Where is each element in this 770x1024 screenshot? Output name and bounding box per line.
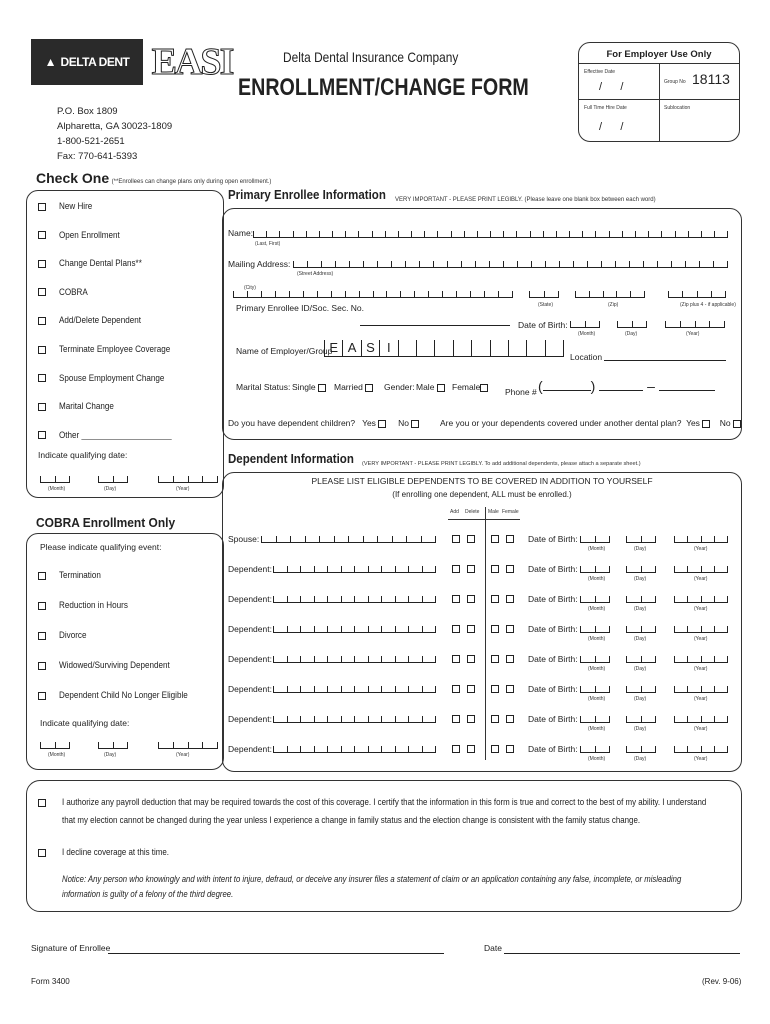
dependent-label: Dependent: bbox=[228, 594, 272, 604]
check-one-qualifying-label: Indicate qualifying date: bbox=[38, 450, 128, 460]
form-number: Form 3400 bbox=[31, 977, 70, 986]
check-one-checkbox[interactable] bbox=[38, 317, 46, 325]
dependent-label: Dependent: bbox=[228, 684, 272, 694]
city-hint: (City) bbox=[244, 285, 256, 291]
dependent-dob-segment[interactable] bbox=[580, 532, 610, 543]
married-checkbox[interactable] bbox=[365, 384, 373, 392]
dependent-dob-label: Date of Birth: bbox=[528, 564, 578, 574]
dependent-name-field[interactable] bbox=[273, 622, 436, 633]
dob-segment-hint: (Month) bbox=[588, 756, 606, 762]
cobra-event-checkbox[interactable] bbox=[38, 632, 46, 640]
delete-checkbox[interactable] bbox=[467, 685, 475, 693]
primary-enrollee-title: Primary Enrollee Information bbox=[228, 188, 386, 202]
signature-field[interactable] bbox=[108, 953, 444, 954]
male-checkbox[interactable] bbox=[491, 535, 499, 543]
cobra-event-checkbox[interactable] bbox=[38, 602, 46, 610]
revision: (Rev. 9-06) bbox=[702, 977, 742, 986]
other-plan-yes-checkbox[interactable] bbox=[702, 420, 710, 428]
name-label: Name: bbox=[228, 228, 254, 238]
add-checkbox[interactable] bbox=[452, 745, 460, 753]
cobra-event-checkbox[interactable] bbox=[38, 662, 46, 670]
dependent-dob-segment[interactable] bbox=[674, 532, 728, 543]
dob-segment-hint: (Year) bbox=[694, 756, 708, 762]
female-option[interactable]: Female bbox=[452, 382, 488, 392]
female-checkbox[interactable] bbox=[480, 384, 488, 392]
dob-segment-hint: (Month) bbox=[588, 726, 606, 732]
street-hint: (Street Address) bbox=[297, 271, 334, 277]
employer-letter: A bbox=[342, 340, 360, 356]
dependent-dob-label: Date of Birth: bbox=[528, 744, 578, 754]
dependents-question: Do you have dependent children? Yes No bbox=[228, 418, 419, 428]
dependent-dob-segment[interactable] bbox=[674, 622, 728, 633]
dob-year-field[interactable] bbox=[665, 317, 725, 328]
dependents-no-checkbox[interactable] bbox=[411, 420, 419, 428]
dependents-yes-checkbox[interactable] bbox=[378, 420, 386, 428]
date-segment-hint: (Day) bbox=[104, 752, 117, 758]
name-field[interactable] bbox=[253, 227, 728, 238]
dependent-dob-segment[interactable] bbox=[626, 742, 656, 753]
delete-checkbox[interactable] bbox=[467, 565, 475, 573]
signature-label: Signature of Enrollee bbox=[31, 943, 111, 953]
cobra-event-option[interactable]: Widowed/Surviving Dependent bbox=[38, 660, 182, 670]
check-one-checkbox[interactable] bbox=[38, 374, 46, 382]
dob-segment-hint: (Day) bbox=[634, 636, 647, 642]
date-segment-hint: (Year) bbox=[176, 486, 190, 492]
phone-field[interactable]: ( ) – bbox=[538, 378, 715, 394]
qualifying-date-segment[interactable] bbox=[98, 472, 128, 483]
dependent-dob-segment[interactable] bbox=[626, 532, 656, 543]
dob-segment-hint: (Day) bbox=[634, 726, 647, 732]
cobra-box bbox=[26, 533, 224, 770]
dependent-dob-segment[interactable] bbox=[674, 682, 728, 693]
check-one-option[interactable]: Other ____________________ bbox=[38, 430, 184, 440]
dob-day-hint: (Day) bbox=[625, 331, 638, 337]
group-no-label: Group No bbox=[664, 79, 686, 85]
location-label: Location bbox=[570, 352, 603, 362]
dob-segment-hint: (Month) bbox=[588, 576, 606, 582]
cobra-event-checkbox[interactable] bbox=[38, 692, 46, 700]
dependent-dob-segment[interactable] bbox=[674, 562, 728, 573]
qualifying-date-segment[interactable] bbox=[40, 738, 70, 749]
zip4-field[interactable] bbox=[668, 287, 726, 298]
dependent-label: Dependent: bbox=[228, 714, 272, 724]
dependent-info-note: (VERY IMPORTANT - PLEASE PRINT LEGIBLY. To add additional dependents, please attach a separate sheet.) bbox=[362, 461, 641, 467]
full-time-hire-field[interactable]: / / bbox=[599, 121, 624, 133]
dependent-dob-segment[interactable] bbox=[626, 712, 656, 723]
dob-segment-hint: (Day) bbox=[634, 576, 647, 582]
cobra-event-checkbox[interactable] bbox=[38, 572, 46, 580]
add-checkbox[interactable] bbox=[452, 625, 460, 633]
add-col-header: Add bbox=[450, 509, 459, 515]
add-checkbox[interactable] bbox=[452, 685, 460, 693]
sublocation-label: Sublocation bbox=[664, 105, 691, 111]
check-one-option[interactable]: Change Dental Plans** bbox=[38, 258, 151, 268]
employer-use-box bbox=[578, 42, 740, 142]
employer-letter: S bbox=[361, 340, 379, 356]
qualifying-date-segment[interactable] bbox=[158, 738, 218, 749]
check-one-checkbox[interactable] bbox=[38, 231, 46, 239]
dob-segment-hint: (Year) bbox=[694, 546, 708, 552]
male-checkbox[interactable] bbox=[491, 655, 499, 663]
state-hint: (State) bbox=[538, 302, 554, 308]
female-checkbox[interactable] bbox=[506, 535, 514, 543]
street-address-field[interactable] bbox=[293, 257, 728, 268]
location-field[interactable] bbox=[604, 360, 726, 361]
form-title: ENROLLMENT/CHANGE FORM bbox=[238, 74, 529, 101]
effective-date-label: Effective Date bbox=[584, 69, 616, 75]
dob-segment-hint: (Month) bbox=[588, 546, 606, 552]
dependent-dob-segment[interactable] bbox=[626, 682, 656, 693]
notice-text: Notice: Any person who knowingly and with intent to injure, defraud, or deceive any insurer files a statement of claim or an application containing any false, incomplete, or misleading information is guilty of a felony of the third degree. bbox=[62, 874, 682, 899]
married-option[interactable]: Married bbox=[334, 382, 373, 392]
delete-checkbox[interactable] bbox=[467, 655, 475, 663]
dependent-name-field[interactable] bbox=[273, 742, 436, 753]
dob-label: Date of Birth: bbox=[518, 320, 568, 330]
male-option[interactable]: Male bbox=[416, 382, 445, 392]
dob-segment-hint: (Month) bbox=[588, 636, 606, 642]
qualifying-date-segment[interactable] bbox=[158, 472, 218, 483]
dependent-dob-segment[interactable] bbox=[580, 592, 610, 603]
delta-dental-logo bbox=[31, 39, 143, 85]
dependent-dob-segment[interactable] bbox=[580, 652, 610, 663]
check-one-checkbox[interactable] bbox=[38, 203, 46, 211]
cobra-event-option[interactable]: Reduction in Hours bbox=[38, 600, 136, 610]
check-one-option[interactable]: Marital Change bbox=[38, 401, 120, 411]
cobra-event-option[interactable]: Termination bbox=[38, 570, 106, 580]
dependent-name-field[interactable] bbox=[273, 652, 436, 663]
female-checkbox[interactable] bbox=[506, 595, 514, 603]
delete-checkbox[interactable] bbox=[467, 595, 475, 603]
female-checkbox[interactable] bbox=[506, 655, 514, 663]
single-option[interactable]: Single bbox=[292, 382, 326, 392]
dependent-dob-label: Date of Birth: bbox=[528, 534, 578, 544]
zip4-hint: (Zip plus 4 - if applicable) bbox=[680, 302, 736, 308]
cobra-title: COBRA Enrollment Only bbox=[36, 515, 176, 530]
check-one-checkbox[interactable] bbox=[38, 346, 46, 354]
other-plan-no-checkbox[interactable] bbox=[733, 420, 741, 428]
date-segment-hint: (Day) bbox=[104, 486, 117, 492]
check-one-option[interactable]: Spouse Employment Change bbox=[38, 373, 176, 383]
employer-letter: E bbox=[324, 340, 342, 356]
date-segment-hint: (Month) bbox=[48, 486, 66, 492]
female-checkbox[interactable] bbox=[506, 715, 514, 723]
male-checkbox[interactable] bbox=[491, 715, 499, 723]
check-one-option[interactable]: COBRA bbox=[38, 287, 91, 297]
qualifying-date-segment[interactable] bbox=[98, 738, 128, 749]
dependent-dob-label: Date of Birth: bbox=[528, 624, 578, 634]
check-one-checkbox[interactable] bbox=[38, 288, 46, 296]
dependent-name-field[interactable] bbox=[273, 712, 436, 723]
primary-enrollee-box bbox=[222, 208, 742, 440]
dob-segment-hint: (Year) bbox=[694, 636, 708, 642]
company-name: Delta Dental Insurance Company bbox=[283, 49, 459, 65]
dependent-dob-segment[interactable] bbox=[580, 682, 610, 693]
marital-label: Marital Status: bbox=[236, 382, 291, 392]
effective-date-field[interactable]: / / bbox=[599, 81, 624, 93]
cobra-qualifying-label: Indicate qualifying date: bbox=[40, 718, 130, 728]
mailing-address-label: Mailing Address: bbox=[228, 259, 291, 269]
delete-checkbox[interactable] bbox=[467, 625, 475, 633]
qualifying-date-segment[interactable] bbox=[40, 472, 70, 483]
easi-logo: EASI bbox=[151, 41, 233, 83]
date-label: Date bbox=[484, 943, 502, 953]
dependent-name-field[interactable] bbox=[273, 592, 436, 603]
dependent-label: Dependent: bbox=[228, 654, 272, 664]
zip-field[interactable] bbox=[575, 287, 645, 298]
check-one-option[interactable]: Terminate Employee Coverage bbox=[38, 344, 183, 354]
dependent-dob-segment[interactable] bbox=[674, 712, 728, 723]
dob-segment-hint: (Month) bbox=[588, 666, 606, 672]
female-checkbox[interactable] bbox=[506, 745, 514, 753]
male-checkbox[interactable] bbox=[491, 565, 499, 573]
male-col-header: Male bbox=[488, 509, 499, 515]
authorize-checkbox[interactable] bbox=[38, 797, 46, 807]
dob-month-hint: (Month) bbox=[578, 331, 596, 337]
primary-enrollee-note: VERY IMPORTANT - PLEASE PRINT LEGIBLY. (Please leave one blank box between each word) bbox=[395, 197, 656, 203]
add-checkbox[interactable] bbox=[452, 565, 460, 573]
ssn-field[interactable] bbox=[360, 325, 510, 326]
male-checkbox[interactable] bbox=[491, 625, 499, 633]
dob-segment-hint: (Day) bbox=[634, 666, 647, 672]
zip-hint: (Zip) bbox=[608, 302, 619, 308]
add-checkbox[interactable] bbox=[452, 595, 460, 603]
last-first-hint: (Last, First) bbox=[255, 241, 281, 247]
date-segment-hint: (Year) bbox=[176, 752, 190, 758]
delete-col-header: Delete bbox=[465, 509, 480, 515]
delete-checkbox[interactable] bbox=[467, 715, 475, 723]
dependent-list-note: PLEASE LIST ELIGIBLE DEPENDENTS TO BE COVERED IN ADDITION TO YOURSELF bbox=[311, 476, 653, 486]
dob-segment-hint: (Year) bbox=[694, 576, 708, 582]
dependent-dob-segment[interactable] bbox=[626, 652, 656, 663]
dependent-label: Dependent: bbox=[228, 564, 272, 574]
dependent-dob-segment[interactable] bbox=[674, 652, 728, 663]
dependent-name-field[interactable] bbox=[273, 562, 436, 573]
dependent-name-field[interactable] bbox=[273, 682, 436, 693]
male-checkbox[interactable] bbox=[437, 384, 445, 392]
phone-label: Phone # bbox=[505, 387, 537, 397]
dob-segment-hint: (Month) bbox=[588, 696, 606, 702]
male-checkbox[interactable] bbox=[491, 595, 499, 603]
dependent-dob-segment[interactable] bbox=[580, 562, 610, 573]
dob-segment-hint: (Year) bbox=[694, 666, 708, 672]
check-one-title: Check One (**Enrollees can change plans only during open enrollment.) bbox=[36, 170, 272, 186]
gender-label: Gender: bbox=[384, 382, 415, 392]
decline-text: I decline coverage at this time. bbox=[62, 847, 169, 857]
city-field[interactable] bbox=[233, 287, 513, 298]
dob-day-field[interactable] bbox=[617, 317, 647, 328]
dob-segment-hint: (Year) bbox=[694, 726, 708, 732]
add-checkbox[interactable] bbox=[452, 655, 460, 663]
dependent-dob-label: Date of Birth: bbox=[528, 654, 578, 664]
spouse-label: Spouse: bbox=[228, 534, 260, 544]
authorize-text: I authorize any payroll deduction that may be required towards the cost of this coverage. I certify that the information in this form is true and correct to the best of my ability. I understand that my election cannot be changed during the year unless I experience a change in family status and the election change is consistent with the family status change. bbox=[62, 797, 707, 825]
female-checkbox[interactable] bbox=[506, 625, 514, 633]
female-checkbox[interactable] bbox=[506, 685, 514, 693]
delete-checkbox[interactable] bbox=[467, 745, 475, 753]
employer-box-title: For Employer Use Only bbox=[606, 49, 712, 60]
dependent-all-note: (If enrolling one dependent, ALL must be enrolled.) bbox=[392, 490, 572, 499]
dob-segment-hint: (Day) bbox=[634, 546, 647, 552]
dependent-dob-segment[interactable] bbox=[626, 562, 656, 573]
check-one-option[interactable]: Add/Delete Dependent bbox=[38, 315, 150, 325]
state-field[interactable] bbox=[529, 287, 559, 298]
check-one-checkbox[interactable] bbox=[38, 403, 46, 411]
dependent-label: Dependent: bbox=[228, 744, 272, 754]
dob-segment-hint: (Day) bbox=[634, 756, 647, 762]
cobra-event-option[interactable]: Dependent Child No Longer Eligible bbox=[38, 690, 202, 700]
delete-checkbox[interactable] bbox=[467, 535, 475, 543]
date-segment-hint: (Month) bbox=[48, 752, 66, 758]
dob-year-hint: (Year) bbox=[686, 331, 700, 337]
dependent-label: Dependent: bbox=[228, 624, 272, 634]
dob-segment-hint: (Day) bbox=[634, 696, 647, 702]
employer-label: Name of Employer/Group bbox=[236, 346, 333, 356]
decline-checkbox[interactable] bbox=[38, 847, 46, 857]
delta-triangle-icon: ▲ bbox=[44, 55, 57, 69]
cobra-prompt: Please indicate qualifying event: bbox=[40, 542, 162, 552]
check-one-checkbox[interactable] bbox=[38, 260, 46, 268]
delta-logo-text: DELTA DENT bbox=[60, 55, 130, 69]
male-checkbox[interactable] bbox=[491, 745, 499, 753]
mailing-address-block: P.O. Box 1809 Alpharetta, GA 30023-1809 1-800-521-2651 Fax: 770-641-5393 bbox=[57, 106, 173, 162]
male-checkbox[interactable] bbox=[491, 685, 499, 693]
dependent-dob-segment[interactable] bbox=[580, 622, 610, 633]
check-one-checkbox[interactable] bbox=[38, 431, 46, 439]
cobra-event-option[interactable]: Divorce bbox=[38, 630, 90, 640]
check-one-option[interactable]: New Hire bbox=[38, 201, 96, 211]
single-checkbox[interactable] bbox=[318, 384, 326, 392]
dependent-info-title: Dependent Information bbox=[228, 452, 354, 466]
add-checkbox[interactable] bbox=[452, 715, 460, 723]
ssn-label: Primary Enrollee ID/Soc. Sec. No. bbox=[236, 303, 365, 313]
dob-segment-hint: (Month) bbox=[588, 606, 606, 612]
date-field[interactable] bbox=[504, 953, 740, 954]
employer-field[interactable] bbox=[324, 340, 564, 357]
full-time-hire-label: Full Time Hire Date bbox=[584, 105, 627, 111]
employer-letter: I bbox=[379, 340, 397, 356]
other-plan-question: Are you or your dependents covered under another dental plan? Yes No bbox=[440, 418, 741, 428]
dob-segment-hint: (Day) bbox=[634, 606, 647, 612]
dependent-dob-label: Date of Birth: bbox=[528, 714, 578, 724]
dob-month-field[interactable] bbox=[570, 317, 600, 328]
female-checkbox[interactable] bbox=[506, 565, 514, 573]
dependent-dob-segment[interactable] bbox=[580, 742, 610, 753]
dob-segment-hint: (Year) bbox=[694, 606, 708, 612]
female-col-header: Female bbox=[502, 509, 519, 515]
add-checkbox[interactable] bbox=[452, 535, 460, 543]
spouse-name-field[interactable] bbox=[261, 532, 436, 543]
dependent-dob-label: Date of Birth: bbox=[528, 684, 578, 694]
dob-segment-hint: (Year) bbox=[694, 696, 708, 702]
dependent-dob-label: Date of Birth: bbox=[528, 594, 578, 604]
group-no-value: 18113 bbox=[692, 71, 730, 87]
dependent-dob-segment[interactable] bbox=[674, 592, 728, 603]
dependent-dob-segment[interactable] bbox=[626, 592, 656, 603]
dependent-dob-segment[interactable] bbox=[674, 742, 728, 753]
check-one-option[interactable]: Open Enrollment bbox=[38, 230, 127, 240]
dependent-dob-segment[interactable] bbox=[580, 712, 610, 723]
dependent-dob-segment[interactable] bbox=[626, 622, 656, 633]
